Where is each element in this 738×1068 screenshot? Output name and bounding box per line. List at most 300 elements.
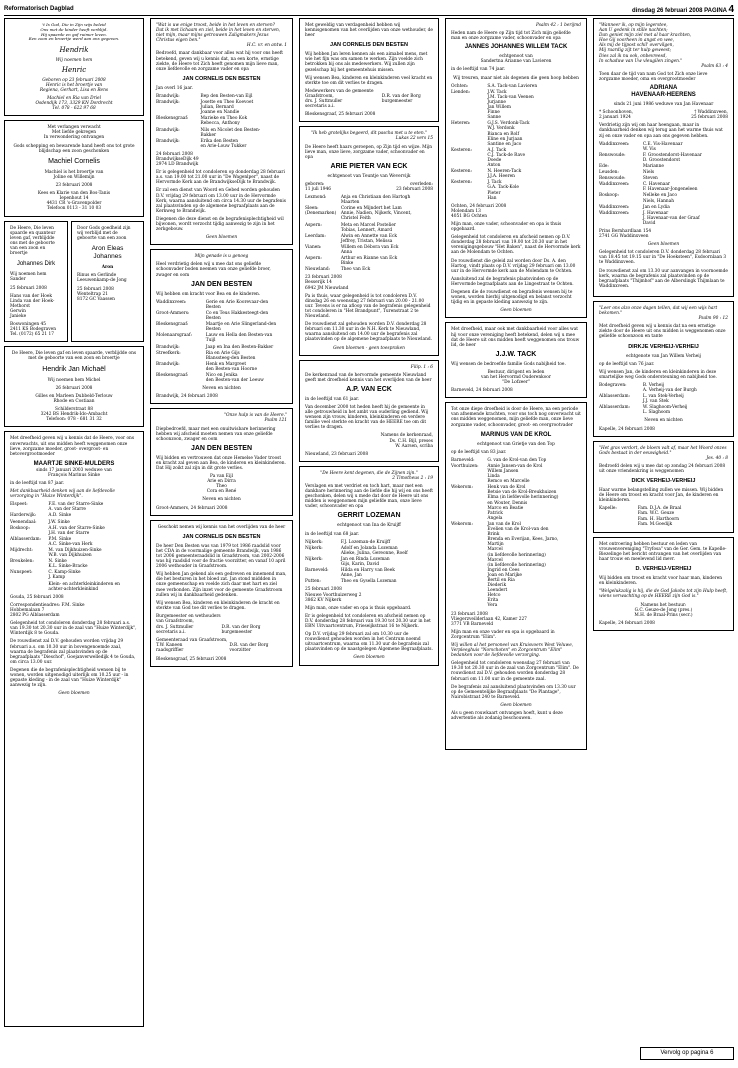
- family-row: [305, 557, 433, 567]
- family-names: P.M. Sinke A.C. Sinke-van Herk: [48, 536, 93, 547]
- deceased-name: JAN DEN BESTEN: [190, 280, 253, 288]
- parents: Hans van der Hoek Linda van der Hoek-Methorst Gerwin Janieke: [10, 293, 55, 319]
- tribute: Van december 2000 tot heden heeft hij de gemeente in alle getrouwheid in het ambt van ouderling gediend. Wij wensen zijn vrouw, kinderen, kleinkinderen en verdere familie veel sterkte en kracht van de HEERE toe om dit verlies te dragen.: [305, 404, 429, 431]
- burial-info: De begrafenis zal aansluitend plaatsvinden om 13.30 uur op de Gemeentelijke Begraafplaats "De Plantage", Nairobistraat 240 te Barneveld.: [451, 684, 576, 700]
- family-place: Aspern:: [305, 222, 322, 228]
- family-place: Brandwijk:: [156, 361, 180, 367]
- attendance-info: Degenen die de rouwdienst en begrafenis wensen bij te wonen, worden hierbij uitgenodigd en belanst verzocht tijdig en in gepaste kleding aanwezig te zijn.: [451, 290, 573, 306]
- family-place: Leerdam:: [305, 233, 326, 239]
- family-row: [156, 373, 287, 383]
- place-date: Nieuwland, 23 februari 2008: [305, 451, 369, 457]
- nephews: Neven en nichten: [202, 386, 241, 392]
- address: 23 februari 2008 Besserijk 14 6942 JM Nieuwland: [305, 275, 349, 291]
- condolence-info: Gelegenheid tot condoleren donderdag 28 februari a.s. van 19.30 tot 20.30 uur in de zaal van "Huize Winterdijk", Winterdijk 8 te Gouda.: [10, 621, 137, 637]
- family-place: Brandwijk:: [156, 344, 180, 350]
- siblings: Machiel is het broertje van Joline en Willemijn: [44, 169, 104, 181]
- place-date: Kapelle, 24 februari 2008: [599, 620, 655, 626]
- family-place: Waddinxveen:: [156, 299, 187, 305]
- family-row: [599, 506, 728, 526]
- wishes: Wij wensen Bea, kinderen en kleinkinderen de kracht en sterkte van God toe dit verlies te dragen.: [156, 600, 280, 611]
- family-list: [305, 540, 433, 585]
- family-row: [156, 362, 287, 372]
- deceased-name: JAN CORNELIS DEN BESTEN: [182, 75, 261, 82]
- notice-verse: Filip. 1 : 6: [410, 364, 433, 370]
- family-row: [599, 193, 728, 203]
- notice-text: De Heere, Die leven spaarde en quanteur leven gaf, verblijdde ons met de geboorte van een zoon en broertje: [10, 225, 56, 257]
- family-names: Maartje en Arie Slingerland-den Besten: [205, 322, 277, 333]
- family-row: [156, 100, 287, 115]
- family-place: Brandwijk:: [156, 138, 180, 144]
- lying-in-state: Mijn man, onze vader, schoonvader en opa is thuis opgebaard.: [451, 222, 562, 233]
- no-flowers: Geen bloemen: [500, 308, 532, 314]
- wishes: Wij wensen Bea, kinderen en kleinkinderen veel kracht en sterkte toe om dit verlies te dragen.: [305, 75, 433, 86]
- death-notice-lozeman: [299, 466, 439, 666]
- family-place: Kesteren:: [451, 147, 472, 153]
- notice-verse: "Leer ons alzo onze dagen tellen, dat wij een wijs hart bekomen.": [599, 305, 718, 317]
- nephews: Neven en nichten: [644, 418, 683, 424]
- notice-text: Bedroefd delen wij u mee dat op zondag 24 februari 2008 uit onze vriendenkring is weggenomen: [599, 463, 726, 474]
- family-names: D.R. van der Borg burgemeester: [221, 625, 261, 636]
- family-row: [599, 164, 728, 169]
- place-date: Bleskensgraaf, 25 februari 2008: [156, 656, 227, 662]
- family-place: Brandwijk:: [156, 100, 180, 106]
- notice-verse: "Welgelukzalig is hij, die de God Jakobs tot zijn Hulp heeft, wiens verwachting op de HEERE zijn God is.": [599, 589, 728, 600]
- family-list: [156, 300, 287, 383]
- family-place: Lienden:: [451, 89, 471, 95]
- death-notice-van-eck-church: [299, 360, 439, 462]
- parents: Machiel en Ria van Driel Osdendijk 173, 3329 KN Dordrecht Tel. 078 - 622 97 68: [35, 95, 113, 112]
- family-row: [305, 195, 433, 205]
- prayer: Wij bidden en vertrouwen dat onze Hemelse Vader troost en kracht zal geven aan Bea, de kinderen en kleinkinderen. Dat Hij zoikt zal zijn in dit grote verlies.: [156, 455, 286, 471]
- family-names: Meta en Marcel Postelier Tobias, Lennert, Amard: [340, 222, 396, 233]
- family-place: Renswoude:: [599, 176, 626, 182]
- family-place: Nijkerk:: [305, 545, 323, 551]
- family-row: [599, 142, 728, 152]
- family-list: [451, 458, 581, 609]
- family-place: Molenaarsgraaf:: [156, 333, 193, 339]
- notice-text: Tot onze diepe droefheid is door de Heere, na een periode van afnemende krachten, voor ons toch nog onverwacht uit ons midden weggenomen, mijn geliefde man, onze lieve zorgzame vader, schoonvader, groot- en overgrootvader: [451, 407, 581, 428]
- tribute: Wij hebben Jan leren kennen als een aimabel mens, met wie het fijn was om samen te werken. Zijn voelde zich betrokken bij ons als medewerkers. Wij zullen zijn gezelschap bij het gemeentehuis missen.: [305, 52, 428, 73]
- address: Schilderstraat 88 3242 BS Hendrik-Ido-Ambacht Telefoon: 078 - 681 31 32: [40, 407, 108, 423]
- family-names: C. Kamp-Sinke J. Kamp: [48, 570, 81, 581]
- lying-in-state: Mijn man en onze vader en opa is opgebaard in Zorgcentrum "Elim".: [451, 629, 555, 640]
- family-names: Henk en Margreet den Besten-van Hoorne: [205, 361, 257, 372]
- family-place: Waddinxveen:: [599, 141, 630, 147]
- child-name: Hendrik: [59, 46, 89, 55]
- notice-text: Met ontroering hebben bestuur en leden van vrouwenvereniging "Tryfosa" van de Ger. Gem. te Kapelle-Biezelinge het bericht ontvangen van het overlijden van haar trouw en meelevend lid mevr.: [599, 541, 727, 563]
- family-names: Erika den Besten en Arie-Louw Tukker: [200, 138, 247, 149]
- family-row: [10, 502, 138, 512]
- family-names: Niels: [642, 170, 655, 176]
- death-notice-havenaar: [593, 18, 734, 297]
- family-names: Gerie en Arie Koorevaar-den Besten: [205, 299, 269, 310]
- family-row: [451, 169, 581, 179]
- birth-notice-hendrik: [4, 18, 144, 116]
- family-names: Corine en Mijndert het Lam Annie, Nadien, Nijkerk, Vincent, Christel Feith: [340, 206, 412, 222]
- death-notice-verheij-2: [593, 441, 734, 533]
- tribute: Verdrietig zijn wij om haar heengaan, maar in dankbaarheid denken wij terug aan het warme thuis wat zij en onze vader en opa aan ons gegeven hebben.: [599, 123, 723, 139]
- family-names: Jan van de Krol Evelien van de Krol-van den Brink Brenda en Everijan, Kees, Jarno, Martijn Marcel (in liefdevolle herinnering) Marcel (in liefdevolle herinnering) Ingrid en Cees Joan en Marijke Bertil en Ria Diederik Leendert Hetco Erita Vera: [487, 521, 559, 609]
- place-date: Bleskensgraaf, 25 februari 2008: [305, 112, 376, 118]
- deceased-name: ADRIANA HAVENAAR-HEERENS: [631, 85, 696, 99]
- child-name: Aron Eleas Johannes: [91, 244, 124, 261]
- family-names: Marianne: [642, 163, 664, 169]
- deceased-name: GERRIT LOZEMAN: [337, 512, 401, 520]
- life-dates: geboren: 11 juli 1946 overleden: 23 februari 2008: [305, 181, 433, 192]
- column-1: [4, 18, 144, 1031]
- child-name: Johannes Dirk: [16, 261, 56, 268]
- family-row: [305, 256, 433, 266]
- notice-text: De Heere heeft haars geroepen, op Zijn tijd en wijze. Mijn lieve man, onze lieve, zorgzame vader, schoonvader en opa: [305, 144, 433, 160]
- spouse: echtgenoot van Sandertna Arianne van Lavieren: [480, 54, 552, 65]
- spouse: echtgenoot van Grietje van den Top: [477, 441, 555, 447]
- birth-details: Geboren op 23 februari 2008 Henric is het broertje van Regiena, Gerhart, Lisa en Rens: [39, 77, 109, 93]
- no-flowers: Geen bloemen: [58, 691, 90, 697]
- death-notice-sinke: [4, 431, 144, 1027]
- council-signature: Gemeenteraad van Graafstroom, T.W. Kaneen raadsgriffier D.R. van der Borg voorzitter: [156, 638, 269, 654]
- deceased-name: MAARTJE SINKE-MULDERS: [33, 460, 115, 467]
- correspondence-address: Correspondentieadres: F.M. Sinke Hobbemalaan 7 2802 PG Alblasserdam: [10, 602, 85, 619]
- family-names: Pa van Eijl Arie en Dirra Theo Cora en René: [206, 474, 237, 495]
- family-names: A.H. van der Starre-Sinke J.H. van der Starre: [48, 525, 105, 536]
- family-row: [156, 300, 287, 310]
- family-row: [451, 485, 581, 521]
- family-place: Waddinxveen:: [599, 204, 630, 210]
- family-names: Adolf en Jolanda Lozeman Alieke, Julina, Gereonne, Roelf: [340, 545, 408, 556]
- family-names: W. Slaghoom-Verheij L. Slaghoom: [642, 405, 688, 416]
- family-row: [599, 182, 728, 192]
- death-notice-van-eck: [299, 126, 439, 355]
- no-flowers: Geen bloemen: [647, 242, 680, 248]
- family-row: [599, 153, 728, 163]
- card-note: Als u geen rouwkaart ontvangen hoeft, kunt u deze advertentie als zodanig beschouwen.: [451, 711, 563, 722]
- family-row: [156, 139, 287, 149]
- life-dates: * Schoonhoven, 2 januari 1924 † Waddinxveen, 25 februari 2008: [599, 110, 728, 121]
- death-notice-den-besten-4: [150, 520, 293, 667]
- family-place: Leusden:: [599, 170, 619, 176]
- child-nickname: Henric: [61, 66, 87, 75]
- family-row: [305, 568, 433, 578]
- burial-info: Aansluitend zal de begrafenis plaatsvinden op de Hervormde begraafplaats aan de Lingestraat te Ochten.: [451, 276, 574, 287]
- family-row: [156, 333, 287, 343]
- family-place: Mijdrecht:: [10, 548, 33, 554]
- family-list: [599, 383, 728, 416]
- nephews: Neven en nichten: [202, 497, 241, 503]
- family-names: J. Tack G.A. Tack-Kole Pieter Han: [487, 180, 519, 201]
- notice-text: Heden nam de Heere op Zijn tijd tot Zich mijn geliefde man en onze zorgzame vader, schoonvader en opa: [451, 31, 571, 42]
- family-row: [451, 458, 581, 463]
- deceased-name: J.J.W. TACK: [495, 350, 537, 358]
- verse-ref: Psalm 42 : 1 berijmd: [536, 23, 581, 28]
- spouse: echtgenoot van Ina de Kruijff: [337, 523, 401, 529]
- birth-date: 26 februari 2008: [55, 385, 93, 391]
- family-place: Kesteren:: [451, 169, 472, 175]
- verse-ref: Psalm 121: [264, 418, 287, 424]
- family-place: drs. J. Suttmuller secretaris a.i.: [156, 625, 194, 636]
- child-name: Hendrik Jan Michaël: [42, 365, 106, 373]
- notice-text: De kerkenraad van de hervormde gemeente Nieuwland geeft met droefheid kennis van het overlijden van de heer: [305, 372, 432, 383]
- family-place: Barneveld:: [451, 457, 475, 463]
- family-names: A.D. Sinke: [48, 513, 72, 519]
- family-names: C. Havenaar F. Havenaar-Jongeneleen: [642, 182, 698, 193]
- address: Ochten, 24 februari 2008 Molendam 13 4051 BG Ochten: [451, 203, 507, 219]
- family-row: [305, 579, 433, 584]
- tribute: Wij hebben Jan gekend als een gedreven en innemend man, die het besturen in het bloed zat. Jan stond middden in onze gemeenschap en voelde zich daar met hart en ziel mee verbonden. Zijn inzet voor de gemeente Graafstroom zullen wij in dankbaarheid gedenken.: [156, 572, 287, 598]
- notice-text: Bedroefd, maar dankbaar voor alles wat hij voor ons heeft betekend, geven wij u kennis dat, na een korte, ernstige ziekte, de Heere tot Zich heeft genomen mijn lieve man, onze liefdevolle en zorgzame vader en opa: [156, 51, 284, 72]
- service-info: De rouwdienst zal D.V. gehouden worden vrijdag 29 februari a.s. om 10.30 uur in bovengenoemde zaal, waarna de begrafenis zal plaatsvinden op de begraafplaats "Dieschof", Goejanverwelledijk 4 te Gouda, om circa 13.00 uur.: [10, 639, 136, 665]
- family-row: [10, 513, 138, 518]
- family-place: Bleskensgraaf:: [156, 372, 189, 378]
- family-row: [156, 614, 287, 624]
- header-rule: [4, 15, 734, 16]
- family-place: Nijkerk:: [305, 556, 323, 562]
- family-names: F. Groostendorst-Havenaar D. Groostendorst: [642, 152, 702, 163]
- family-place: Nunspeet:: [10, 570, 33, 576]
- hope-text: Wij treuren, maar niet als degenen die geen hoop hebben: [453, 75, 579, 81]
- family-names: Arthur en Rianne van Eck Binke: [340, 256, 398, 267]
- family-row: [10, 537, 138, 547]
- address: Prins Bernhardlaan 154 2741 GG Waddinxveen: [599, 229, 652, 240]
- family-place: Putten:: [305, 579, 321, 585]
- family-place: Voorthuizen:: [451, 463, 479, 469]
- family-place: Nijkerk:: [305, 539, 323, 545]
- family-names: Fam. D.J.A. de Braal Fam. W.C. Geuze Fam. H. Harthoorn Fam. M.Goedijk: [637, 506, 682, 527]
- signatures: Bestuur, dirigent en leden van het Hervormd Ouderenkoor "De Lofzeer": [481, 369, 551, 386]
- family-row: [305, 234, 433, 244]
- notice-intro: Geschokt nemen wij kennis van het overlijden van de heer: [157, 524, 286, 530]
- family-place: Alblasserdam:: [10, 536, 42, 542]
- notice-verse: "De Heere kent degenen, die de Zijnen zijn.": [320, 470, 418, 476]
- verse-ref: Jes. 40 : 8: [706, 455, 728, 461]
- condolence-info: Pa is thuis, waar gelegenheid is tot condoleren D.V. dinsdag 26 en woensdag 27 februari van 20.00 - 21.00 uur. Tevens is er na afloop van de begrafenis gelegenheid tot condoleren in "Het Brandpunt", Turenstraat 2 te Nieuwland.: [305, 293, 431, 320]
- thanks-note: Met dankbaarheid denken wij aan de liefdevolle verzorging in "Huize Winterdijk".: [10, 489, 115, 500]
- condolence-info: Gelegenheid tot condoleren en afscheid nemen op D.V. donderdag 28 februari van 19.00 tot 20.30 uur in het verenigingsgebouw "Het Baken", naast de Hervormde kerk aan de Molendam te Ochten.: [451, 235, 581, 256]
- notice-verse: "Wat is uw enige troost, beide in het leven en sterven? Dat ik met lichaam en ziel, beide in het leven en sterven, niet mijn, maar mijns getrouwen Zaligmakers Jezus Christus eigen ben.": [156, 23, 281, 44]
- family-row: [599, 176, 728, 181]
- parents: Kees en Klarie van den Bos-Tanis Iepenhout 14 4431 CR 's-Gravenpolder Telefoon 0113 - 31 10 03: [37, 191, 111, 212]
- family-row: [599, 405, 728, 415]
- birth-date: 25 februari 2008: [10, 285, 47, 291]
- family-row: [156, 345, 287, 350]
- family-place: Brandwijk:: [156, 93, 180, 99]
- family-names: Co en Teus Hakkesteegt-den Besten: [205, 310, 269, 322]
- widow-of: sinds 21 juni 1986 weduwe van Jan Havenaar: [613, 102, 714, 108]
- notice-text: Toen daar de tijd van nam God tot Zich onze lieve zorgzame moeder, oma en overgrootmoeder: [599, 71, 708, 82]
- family-place: Kesteren:: [451, 180, 472, 186]
- condolence-info: Gelegenheid tot condoleren D.V. donderdag 28 februari van 18.45 tot 19.15 uur in "De Hoeksteen", Esdoornlaan 3 te Waddinxveen.: [599, 250, 727, 266]
- family-row: [10, 570, 138, 580]
- family-names: Anja en Christiaan den Hartogh Maarten: [340, 195, 411, 206]
- signatures: Namens de kerkenraad, Ds. C.H. Bijl, preses W. Aarsen, scriba: [380, 433, 433, 449]
- family-place: Groot-Ammers:: [156, 310, 190, 316]
- death-notice-van-de-krol: [445, 402, 587, 750]
- family-place: Kapelle:: [599, 506, 617, 512]
- address: 25 februari 2008 Nieuwe Voorthuizerweg 2 3862 KV Nijkerk: [305, 587, 362, 603]
- birth-row: [4, 221, 144, 347]
- death-notice-den-besten-2: [150, 249, 293, 404]
- family-row: [451, 522, 581, 609]
- age: in de leeftijd van 87 jaar.: [10, 480, 65, 486]
- family-place: Burgemeester en wethouders van Graafstroom,: [156, 613, 221, 624]
- deceased-name: JAN DEN BESTEN: [190, 444, 253, 452]
- family-names: [222, 614, 288, 624]
- family-row: [599, 383, 728, 393]
- family-names: A.J. Tack C.J. Tack-de Rave Doede Anton: [487, 147, 526, 169]
- column-4: [445, 18, 587, 754]
- family-names: Jaap en Ina den Besten-Bakker: [205, 344, 274, 350]
- page-header: [4, 4, 734, 14]
- family-place: Alblasserdam:: [599, 394, 631, 400]
- family-names: Bep den Besten-van Eijl: [200, 93, 253, 99]
- family-row: [451, 84, 581, 89]
- family-names: Lauw en Hella den Besten-van Tuijl: [205, 333, 273, 344]
- deceased-name: D. VERHEIJ-VERHEIJ: [635, 566, 692, 573]
- notice-text: Diepbedroefd, maar met een onuitwisbare herinnering hebben wij afscheid moeten nemen van onze geliefde schoonzoon, zwager en oom: [156, 426, 276, 442]
- family-place: Bodegraven:: [599, 382, 627, 388]
- death-notice-verheij-1: [593, 301, 734, 437]
- place-date: Barneveld, 24 februari 2008: [451, 388, 513, 394]
- family-names: F.E. van der Starre-Sinke A. van der Starre: [48, 502, 104, 513]
- family-place: Boskoop:: [599, 193, 619, 199]
- signatures: [156, 614, 287, 635]
- verse-ref: H.C. vr. en antw. 1: [246, 43, 287, 49]
- child-name: Machiel Cornelis: [48, 157, 100, 165]
- family-place: Brandwijk:: [156, 127, 180, 133]
- family-list: [599, 142, 728, 226]
- family-place: Wekerom:: [451, 521, 473, 527]
- family-place: Vianen:: [305, 244, 322, 250]
- notice-text: Met geweldig van verdagenheid hebben wij kennisgenomen van het overlijden van onze wethouder, de heer: [305, 23, 433, 39]
- deceased-name: DIRKJE VERHEIJ-VERHEIJ: [628, 343, 699, 350]
- notice-text: Met droefheid, maar ook met dankbaarheid voor alles wat hij voor onze vereniging heeft betekend, delen wij u mee dat de Heere uit ons midden heeft weggenomen ons trouw lid, de heer: [451, 327, 580, 348]
- family-row: [156, 116, 287, 126]
- no-flowers: Geen bloemen: [353, 655, 385, 661]
- notice-text: Gods schepping en bewarende hand heeft ons tot grote blijdschap een zoon geschonken: [13, 143, 135, 154]
- family-list: [451, 84, 581, 201]
- family-place: [10, 582, 48, 592]
- spouse: echtgenoot van Teuntje van Wevervijk: [327, 173, 411, 179]
- deceased-name: DICK VERHEIJ-VERHEIJ: [631, 478, 696, 485]
- family-place: Bleskensgraaf:: [156, 322, 189, 328]
- address: 24 februari 2008 BrandwijkseDijk 49 2974 LD Brandwijk: [156, 151, 199, 168]
- family-row: [156, 128, 287, 138]
- family-row: [305, 267, 433, 272]
- family-list: [156, 94, 287, 149]
- family-place: Barneveld:: [305, 568, 329, 574]
- family-place: Lexmond:: [305, 195, 327, 201]
- column-3: [299, 18, 439, 670]
- family-place: Streefkerk:: [156, 350, 181, 356]
- birth-notice-aron: [71, 221, 144, 343]
- family-names: Nelleke en Jaco Niels, Hannah: [642, 193, 677, 204]
- family-names: J.W. Tack J.M. Tack-van Veenen Jurjanne Jan Willem Finne Sanne: [487, 89, 534, 121]
- newspaper-name: Reformatorisch Dagblad: [4, 6, 74, 12]
- family-names: Jan en Rinda Lozeman Gijs, Karin, David: [340, 556, 390, 568]
- family-names: C.E. Vis-Havenaar W. Vis: [642, 141, 683, 152]
- deceased-name: A.P. VAN ECK: [346, 385, 392, 393]
- family-names: Hilda en Harry van Beek Anne, Jan: [340, 568, 395, 579]
- service-info: De rouwdienst zal gehouden worden D.V. donderdag 28 februari om 11.30 uur in de N.H. Kerk te Nieuwland, waarna aansluitend om 14.00 uur de begrafenis zal plaatsvinden op de algemene begraafplaats te Nieuwland.: [305, 322, 432, 343]
- death-notice-den-besten-5: [299, 18, 439, 122]
- family-list: [599, 506, 728, 526]
- family-row: [156, 625, 287, 635]
- family-row: [451, 180, 581, 200]
- service-info: Er zal een dienst van Woord en Gebed worden gehouden D.V. vrijdag 29 februari om 13.00 uur in de Hervormde Kerk, waarna aansluitend om circa 14.30 uur de begrafenis zal plaatsvinden op de algemene begraafplaats aan de Kerkweg te Brandwijk.: [156, 188, 286, 214]
- condolence-info: Er is gelegenheid tot condoleren op donderdag 28 februari a.s. van 19.00 tot 21.00 uur in "De Wagenlper", naast de Hervormde Kerk aan de BrandwijkseDijk te Brandwijk.: [156, 170, 285, 186]
- family-names: Jan en Lydia: [642, 204, 670, 210]
- family-row: [10, 582, 138, 592]
- family-names: Steven: [642, 176, 658, 182]
- place-date: Groot-Ammers, 24 februari 2008: [156, 505, 228, 511]
- notice-intro: Met verlangen verwacht Met liefde gekregen In verwondering ontvangen: [43, 125, 105, 141]
- birth-notice-johannes: [4, 221, 68, 343]
- verse-ref: Psalm 63 : 4: [701, 63, 728, 69]
- age: in de leeftijd van 61 jaar.: [305, 396, 360, 402]
- family-row: [156, 322, 287, 332]
- header-date: dinsdag 26 februari 2008 PAGINA 4: [632, 4, 734, 15]
- family-row: [305, 206, 433, 221]
- signatures: Namens het bestuur: G.C. Geuze-de Jong (pres.) M.H. de Braal-Prins (secr.): [634, 602, 693, 618]
- age: op de leeftijd van 76 jaar.: [599, 361, 655, 367]
- age: op de leeftijd van 83 jaar.: [451, 449, 507, 455]
- birth-date: 23 februari 2008: [55, 183, 93, 189]
- family-names: Theo en Gysella Lozeman: [340, 579, 397, 585]
- family-row: [10, 520, 138, 525]
- notice-text: Heel verdrietig delen wij u mee dat ons geliefde schoonvader boden neemen van onze geliefde broer, zwager en oom: [156, 262, 271, 278]
- widow-of: sinds 17 januari 2003 weduwe van François Marinus Sinke: [36, 467, 112, 478]
- family-row: [156, 311, 287, 321]
- place-date: Kapelle, 24 februari 2008: [599, 426, 655, 432]
- family-place: Waddinxveen:: [599, 182, 630, 188]
- tribute: Haar warme belangstelling zullen we missen. Wij bidden de Heere om troost en kracht voor Jan, de kinderen en kleinkinderen.: [599, 488, 724, 504]
- family-row: [305, 223, 433, 233]
- notice-intro: Met dreefheid geven wij u kennis dat de Heere, voor ons onverwachts, uit ons midden heeft weggenomen onze lieve, zorgzame moeder, groot- overgroot- en betovergrootmoeder: [10, 436, 135, 457]
- service-info: De rouwdienst zal om 13.30 uur aanvangen in voornoemde kerk, waarna de begrafenis zal plaatsvinden op de begraafplaats "Thijmhof" aan de Alberslingk Thijmlaan te Waddinxveen.: [599, 268, 728, 289]
- family-place: Heteren:: [451, 121, 471, 127]
- deceased-name: JAN CORNELIS DEN BESTEN: [330, 42, 408, 49]
- family-row: [451, 121, 581, 146]
- wishes: Wij wensen Jan, de kinderen en kleinkinderen in deze smartelijke weg Gods ondersteuning en nabijheid toe.: [599, 369, 717, 380]
- service-info: Op D.V. vrijdag 29 februari zal om 10.30 uur de rouwdienst gehouden worden in het Centrum noemd uitvaartcentrum, waarna om 11.30 uur de begrafenis zal plaatsvinden op de naastgelegen Algemene Begraafplaats.: [305, 632, 433, 653]
- family-row: [156, 351, 287, 361]
- column-5: [593, 18, 734, 635]
- lying-in-state: Mijn man, onze vader en opa is thuis opgebaard.: [305, 605, 412, 611]
- notice-verse: 't Is God, Die in Zijn wijs beleid Ons met de kinder heeft verblijd. Hij spaarde en gaf ruimer leven. Een zoon en broertje werd aan ons gegeven.: [28, 22, 120, 42]
- family-place: Bleskensgraaf:: [156, 116, 189, 122]
- spouse: echtgenote van Jan Willem Verheij: [625, 353, 702, 359]
- prayer: Wij hebben om kracht voor Bea en de kinderen.: [156, 291, 261, 297]
- family-names: S.A. Tack-van Lavieren: [487, 83, 538, 89]
- family-row: [305, 540, 433, 545]
- address: 23 februari 2008 Vliegerzveilderlaan 42, Kamer 227 3771 VB Barneveld: [451, 611, 527, 627]
- birth-notice-michael: [4, 346, 144, 427]
- deceased-name: ARIE PIETER VAN ECK: [330, 162, 408, 170]
- death-notice-den-besten-3: [150, 408, 293, 515]
- family-names: J.W. Sinke: [48, 519, 70, 525]
- family-place: Aspern:: [305, 256, 322, 262]
- family-row: [451, 464, 581, 484]
- family-place: Sleen: (Denemarken): [305, 206, 337, 217]
- notice-text: Met droefheid geven wij u kennis dat na een ernstige ziekte door de Heere uit ons midden is weggenomen onze geliefde schoonzoon en tante: [599, 324, 726, 340]
- family-place: Nieuwland:: [305, 267, 331, 273]
- notice-verse: "Onze hulp is van de Heere.": [224, 413, 287, 419]
- age: in de leeftijd van 74 jaar.: [451, 67, 506, 73]
- continued-on-page-link[interactable]: Vervolg op pagina 6: [640, 1047, 734, 1060]
- nickname: Wij noemen hem Michel: [47, 377, 101, 383]
- family-row: [599, 205, 728, 210]
- family-row: [599, 170, 728, 175]
- family-names: N. Sinke K.L. Sinke-Bracke: [48, 559, 88, 570]
